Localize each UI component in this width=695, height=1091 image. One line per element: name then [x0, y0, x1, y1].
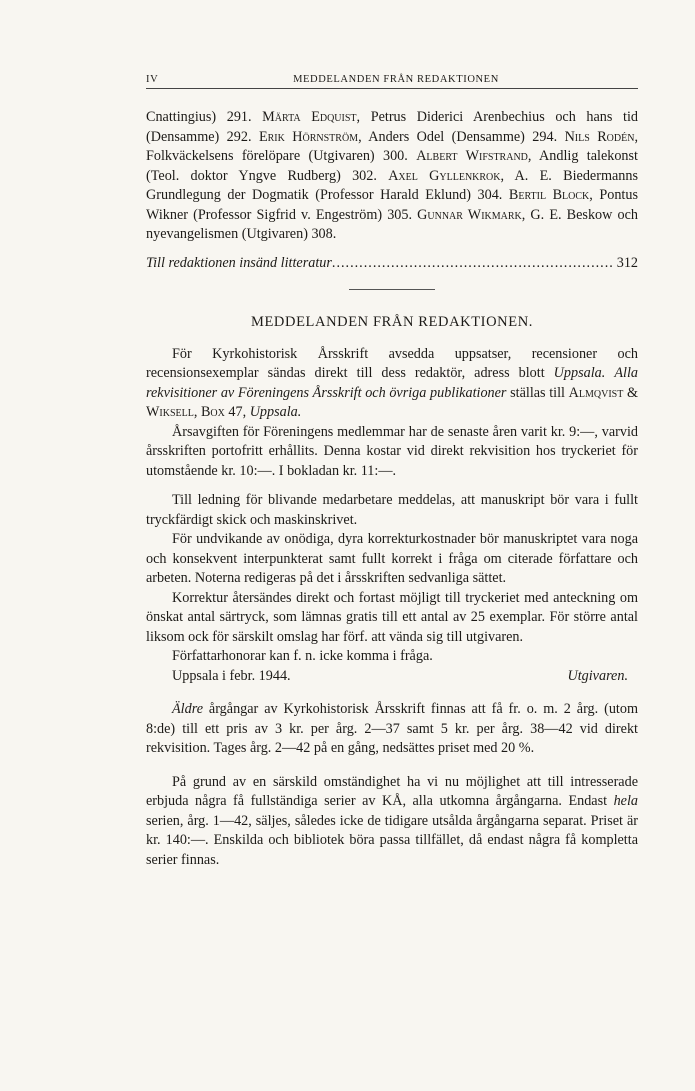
- review-text: , Folkväckelsens förelöpare (Utgivaren) 300.: [146, 128, 639, 164]
- author-name: Gunnar Wikmark: [417, 206, 522, 223]
- signoff-signature: Utgivaren.: [567, 667, 628, 684]
- para-italic: Äldre: [172, 701, 203, 717]
- para-italic: Alla rekvisitioner av Föreningens Årsskrift och övriga publikationer: [146, 365, 638, 401]
- review-text: Cnattingius) 291.: [146, 109, 263, 125]
- para-italic: hela: [613, 793, 638, 809]
- toc-entry: [146, 254, 638, 274]
- paragraph-honorarium: Författarhonorar kan f. n. icke komma i fråga.: [172, 648, 433, 664]
- para-text: För Kyrkohistorisk Årsskrift avsedda uppsatser, recensioner och recensionsexemplar sändas direkt till dess redaktör, adress blott: [146, 345, 638, 381]
- running-header: [146, 74, 638, 89]
- review-text: , G. E. Beskow och nyevangelismen (Utgivaren) 308.: [146, 206, 638, 242]
- author-name: Bertil Block: [508, 187, 590, 203]
- para-text: serien, årg. 1—42, säljes, således icke de tidigare utsålda årgångarna separat. Priset är kr. 140:—. Enskilda och bibliotek böra passa tillfället, då endast några få kompletta serier finnas.: [146, 812, 638, 868]
- para-italic: Uppsala.: [553, 365, 606, 381]
- para-text: ställas till: [506, 384, 569, 401]
- para-italic: Uppsala.: [249, 404, 302, 420]
- signoff: [146, 667, 638, 687]
- paragraph-contributors: Till ledning för blivande medarbetare meddelas, att manuskript bör vara i fullt tryckfärdigt skick och maskinskrivet.: [146, 492, 638, 528]
- author-name: Märta Edquist: [262, 109, 357, 125]
- author-name: Nils Rodén: [564, 128, 635, 145]
- review-text: , Andlig talekonst (Teol. doktor Yngve Rudberg) 302.: [146, 148, 638, 184]
- paragraph-manuscript: För undvikande av onödiga, dyra korrekturkostnader bör manuskriptet vara noga och konsekvent interpunkterat samt fullt korrekt i fråga om citerade författare och arbeten. Noterna redigeras på det i årsskriften sedvanliga sättet.: [146, 531, 638, 586]
- paragraph-back-issues: [146, 700, 638, 759]
- para-text: ,: [193, 404, 201, 420]
- box-label: Box: [200, 404, 225, 420]
- paragraph-complete-series: [146, 773, 638, 871]
- review-list: [146, 108, 638, 245]
- publisher-name: Almqvist & Wiksell: [146, 384, 638, 420]
- section-title: MEDDELANDEN FRÅN REDAKTIONEN.: [250, 314, 533, 330]
- review-text: , Pontus Wikner (Professor Sigfrid v. Engeström) 305.: [146, 187, 638, 223]
- signoff-place-date: Uppsala i febr. 1944.: [172, 667, 291, 684]
- review-text: , Anders Odel (Densamme) 294.: [358, 128, 565, 145]
- paragraph-submissions: [146, 345, 638, 423]
- review-text: , A. E. Biedermanns Grundlegung der Dogmatik (Professor Harald Eklund) 304.: [146, 167, 638, 203]
- toc-label: Till redaktionen insänd litteratur: [146, 254, 332, 271]
- review-text: , Petrus Diderici Arenbechius och hans tid (Densamme) 292.: [146, 109, 638, 145]
- para-text: årgångar av Kyrkohistorisk Årsskrift finnas att få fr. o. m. 2 årg. (utom 8:de) till ett pris av 3 kr. per årg. 2—37 samt 5 kr. per årg. 38—42 vid direkt rekvisition. Tages årg. 2—42 på en gång, nedsättes priset med 20 %.: [146, 701, 638, 756]
- page-content: [146, 108, 638, 870]
- para-text: 47,: [224, 404, 250, 420]
- author-name: Axel Gyllenkrok: [388, 167, 501, 184]
- paragraph-fee: Årsavgiften för Föreningens medlemmar har de senaste åren varit kr. 9:—, varvid årsskriften portofritt erhållits. Denna kostar vid direkt rekvisition hos tryckeriet för utomstående kr. 10:—. I bokladan kr. 11:—.: [146, 423, 638, 479]
- toc-page: 312: [616, 254, 638, 271]
- para-text: På grund av en särskild omständighet ha vi nu möjlighet att till intresserade erbjuda några få fullständiga serier av KÅ, alla utkomna årgångarna. Endast: [146, 773, 638, 809]
- author-name: Erik Hörnström: [258, 128, 359, 145]
- section-divider: [349, 289, 435, 290]
- author-name: Albert Wifstrand: [416, 148, 528, 164]
- running-title: MEDDELANDEN FRÅN REDAKTIONEN: [293, 74, 499, 85]
- paragraph-proofs: Korrektur återsändes direkt och fortast möjligt till tryckeriet med anteckning om önskat antal särtryck, som lämnas gratis till ett antal av 25 exemplar. För större antal liksom ock för särskilt omslag har förf. att vända sig till utgivaren.: [146, 589, 638, 645]
- page-number: IV: [146, 74, 159, 85]
- toc-leader-dots: [332, 254, 613, 274]
